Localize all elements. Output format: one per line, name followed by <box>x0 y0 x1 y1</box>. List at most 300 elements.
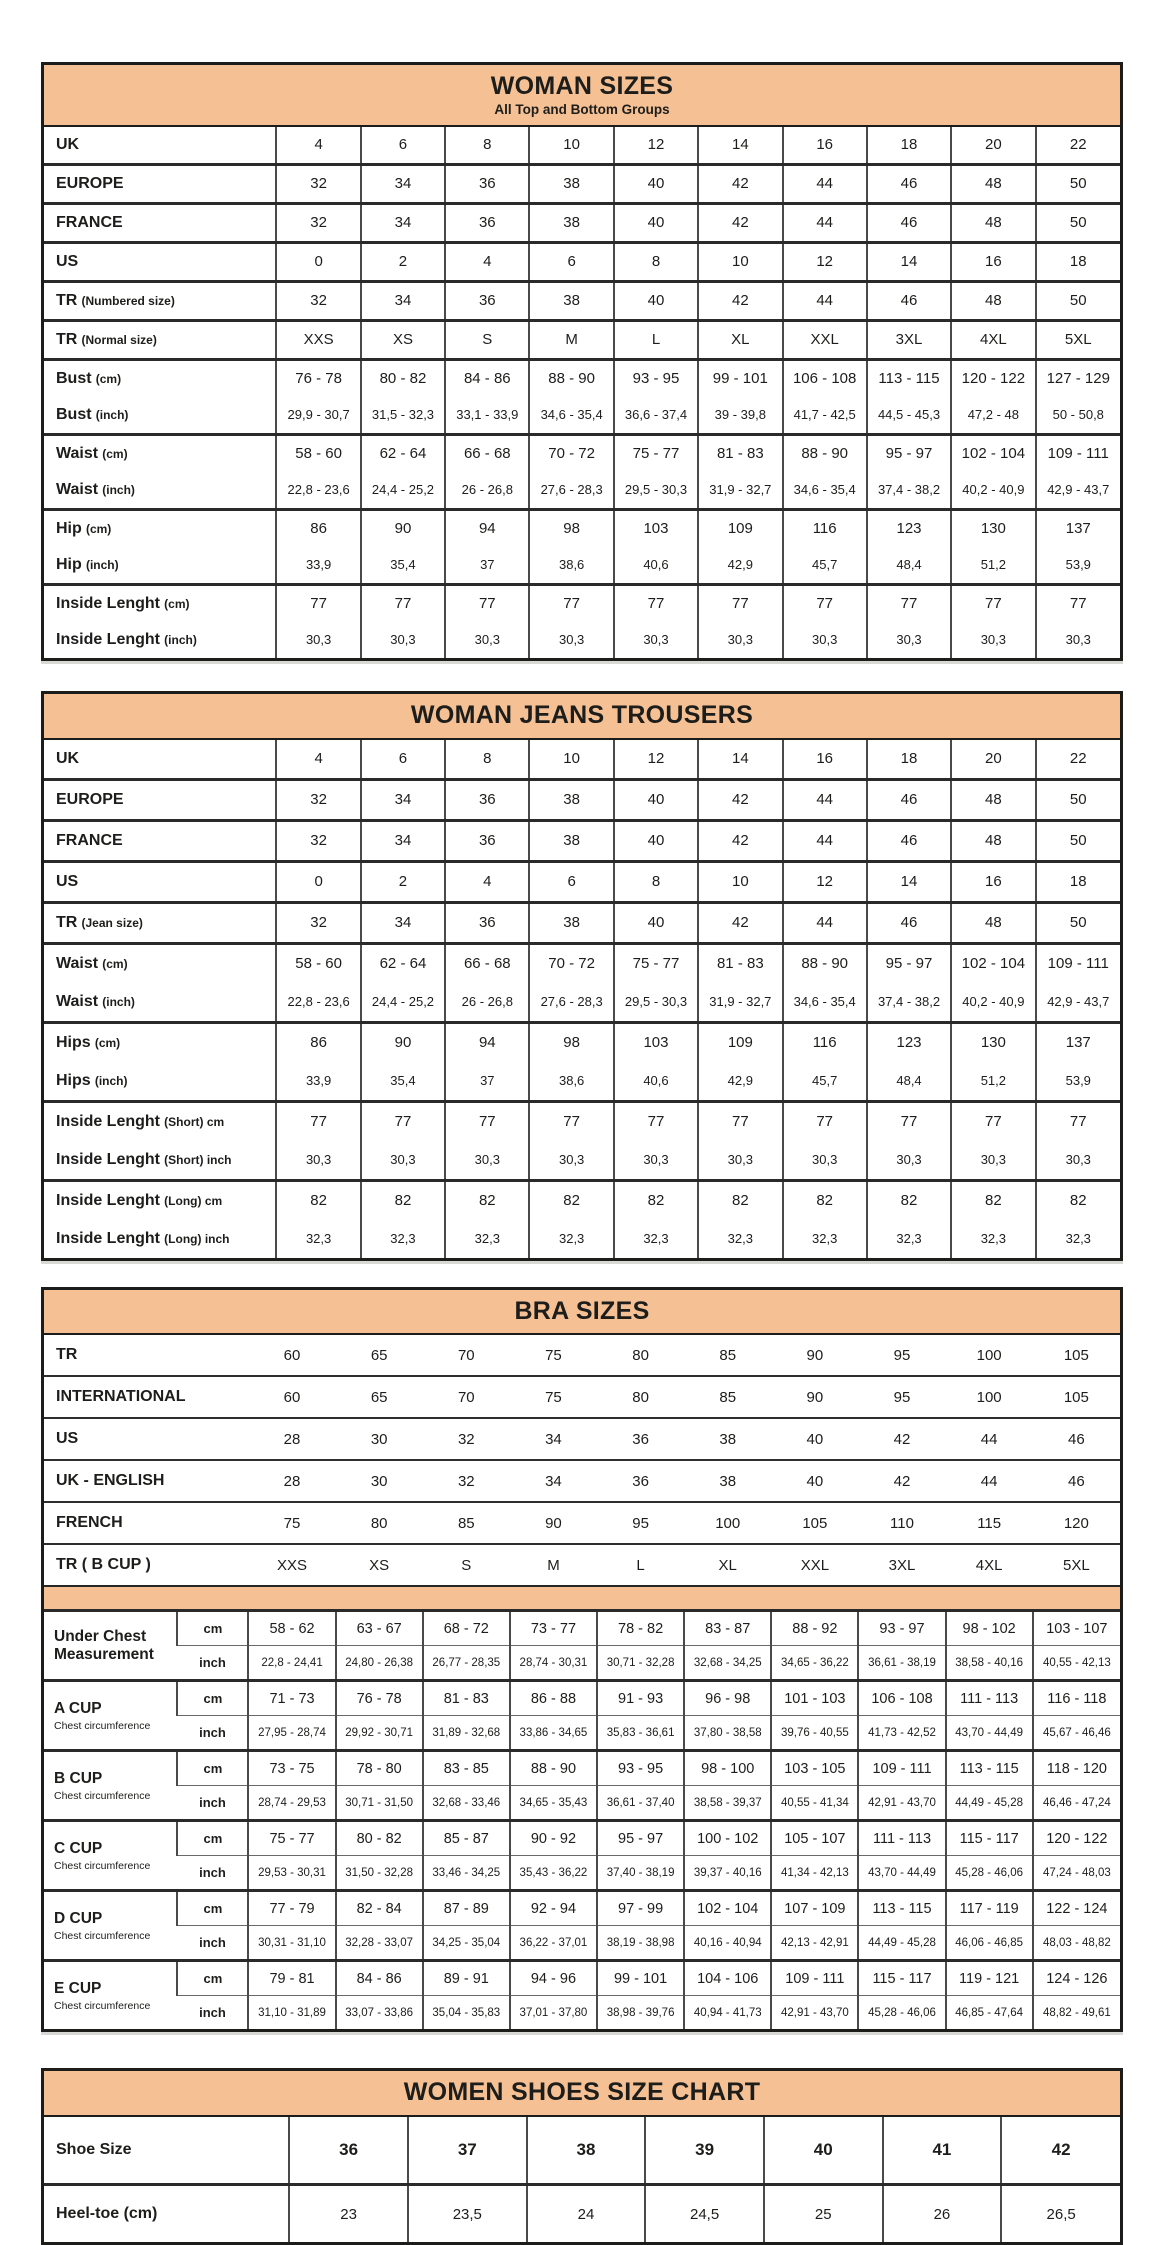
row-label <box>44 1141 276 1181</box>
separator-band <box>44 1586 1120 1611</box>
size-cell: 26 - 26,8 <box>445 472 529 510</box>
size-cell: 70 <box>457 1346 475 1364</box>
size-cell: 130 <box>951 1022 1035 1062</box>
size-cell: 24,80 - 26,38 <box>336 1646 423 1681</box>
size-cell: 42,9 - 43,7 <box>1036 983 1120 1023</box>
size-cell: 76 - 78 <box>276 359 360 397</box>
size-cell: 30,3 <box>445 622 529 658</box>
size-cell: 5XL <box>1036 320 1120 359</box>
unit-label: inch <box>177 1646 248 1681</box>
size-cell: XL <box>698 320 782 359</box>
size-cell: 46,85 - 47,64 <box>946 1996 1033 2030</box>
table-row <box>44 1376 1120 1418</box>
size-cell: 23,5 <box>408 2185 527 2243</box>
size-cell: 4XL <box>946 1544 1033 1586</box>
row-label <box>44 983 276 1023</box>
size-cell: 8 <box>445 127 529 165</box>
row-label-text: FRANCE <box>56 213 123 231</box>
size-cell: 36 <box>445 820 529 861</box>
size-cell: 39 - 39,8 <box>698 397 782 435</box>
size-cell: 77 <box>361 584 445 622</box>
size-cell: 32,28 - 33,07 <box>336 1926 423 1961</box>
size-cell: 29,53 - 30,31 <box>248 1856 335 1891</box>
size-cell: 75 <box>545 1346 562 1364</box>
table-row <box>44 1926 1120 1961</box>
size-cell: 109 - 111 <box>771 1961 858 1996</box>
size-cell: 76 - 78 <box>336 1681 423 1716</box>
row-label <box>44 1460 248 1502</box>
size-cell: 40,94 - 41,73 <box>684 1996 771 2030</box>
size-cell: 32,3 <box>529 1220 613 1258</box>
size-cell: 32,3 <box>951 1220 1035 1258</box>
size-cell: 26 <box>883 2185 1002 2243</box>
size-cell: 79 - 81 <box>248 1961 335 1996</box>
size-cell: 16 <box>951 242 1035 281</box>
size-cell: 105 <box>1063 1346 1089 1364</box>
size-cell: 46,46 - 47,24 <box>1033 1786 1120 1821</box>
size-cell: 100 <box>684 1502 771 1544</box>
size-cell: 98 <box>529 1022 613 1062</box>
size-cell: 12 <box>614 127 698 165</box>
size-cell: 35,83 - 36,61 <box>597 1716 684 1751</box>
size-cell: 46,06 - 46,85 <box>946 1926 1033 1961</box>
size-cell: 90 <box>510 1502 597 1544</box>
size-cell: 32 <box>276 820 360 861</box>
size-cell: 22 <box>1036 127 1120 165</box>
size-cell: 42 <box>858 1418 945 1460</box>
size-cell: 40,16 - 40,94 <box>684 1926 771 1961</box>
row-label-text: US <box>56 872 79 890</box>
size-cell: 99 - 101 <box>597 1961 684 1996</box>
size-cell: 33,9 <box>276 547 360 585</box>
size-cell: 34 <box>361 902 445 943</box>
size-cell: 95 - 97 <box>867 434 951 472</box>
size-cell: 44 <box>783 203 867 242</box>
size-cell: 40,6 <box>614 547 698 585</box>
size-cell: 120 - 122 <box>951 359 1035 397</box>
row-label-sub: (Numbered size) <box>81 293 175 308</box>
size-cell: 98 <box>529 509 613 547</box>
size-cell: 47,24 - 48,03 <box>1033 1856 1120 1891</box>
size-cell: 42,9 <box>698 1062 782 1102</box>
size-cell: 30,31 - 31,10 <box>248 1926 335 1961</box>
row-label-text: US <box>56 1430 79 1448</box>
cup-name: E CUP <box>54 1979 102 1997</box>
size-cell: 116 <box>783 509 867 547</box>
size-cell: 115 - 117 <box>858 1961 945 1996</box>
size-cell: 80 <box>597 1376 684 1418</box>
size-cell: 40,2 - 40,9 <box>951 983 1035 1023</box>
table-row <box>44 1335 1120 1376</box>
row-label-text: Inside Lenght <box>56 1229 160 1247</box>
size-cell: 45,7 <box>783 547 867 585</box>
row-label-text: Bust <box>56 369 92 387</box>
table-row <box>44 2117 1120 2185</box>
size-cell: 30 <box>336 1418 423 1460</box>
size-cell: 20 <box>951 127 1035 165</box>
size-cell: 78 - 80 <box>336 1751 423 1786</box>
table-row <box>44 397 1120 435</box>
table-row <box>44 740 1120 780</box>
size-charts-page <box>0 62 1164 2223</box>
size-cell: 77 <box>1036 584 1120 622</box>
size-cell: 37 <box>445 547 529 585</box>
row-label <box>44 397 276 435</box>
woman-sizes-header <box>44 65 1120 127</box>
size-cell: 26,77 - 28,35 <box>423 1646 510 1681</box>
size-cell: 43,70 - 44,49 <box>858 1856 945 1891</box>
size-cell: 32,3 <box>445 1220 529 1258</box>
size-cell: 24 <box>527 2185 646 2243</box>
table-row <box>44 1856 1120 1891</box>
unit-label: inch <box>177 1996 248 2030</box>
cup-name: Under Chest <box>54 1627 147 1645</box>
cup-name: D CUP <box>54 1909 103 1927</box>
cup-name-line2: Measurement <box>54 1645 154 1663</box>
bra-sizes-grid <box>44 1335 1120 2029</box>
size-cell: 103 <box>614 509 698 547</box>
size-cell: M <box>529 320 613 359</box>
size-cell: 85 - 87 <box>423 1821 510 1856</box>
size-cell: 82 <box>529 1180 613 1220</box>
size-cell: 6 <box>361 127 445 165</box>
size-cell: 6 <box>361 740 445 780</box>
size-cell: 104 - 106 <box>684 1961 771 1996</box>
size-cell: 51,2 <box>951 547 1035 585</box>
size-cell: 36,6 - 37,4 <box>614 397 698 435</box>
size-cell: XXL <box>783 320 867 359</box>
table-row <box>44 943 1120 983</box>
size-cell: S <box>445 320 529 359</box>
size-cell: 10 <box>529 740 613 780</box>
size-cell: 95 <box>858 1376 945 1418</box>
size-cell: 36 <box>597 1418 684 1460</box>
size-cell: 36 <box>597 1460 684 1502</box>
size-cell: 38 <box>527 2117 646 2185</box>
table-row <box>44 1716 1120 1751</box>
size-cell: 60 <box>248 1376 335 1418</box>
row-label <box>44 1376 248 1418</box>
table-row <box>44 1821 1120 1856</box>
size-cell: 40,2 - 40,9 <box>951 472 1035 510</box>
size-cell: 82 <box>1036 1180 1120 1220</box>
size-cell: 34,65 - 35,43 <box>510 1786 597 1821</box>
cup-name: C CUP <box>54 1839 103 1857</box>
size-cell: 70 - 72 <box>529 434 613 472</box>
size-cell: 16 <box>951 861 1035 902</box>
size-cell: 77 <box>783 1101 867 1141</box>
row-label <box>44 1062 276 1102</box>
size-cell: 38 <box>684 1460 771 1502</box>
size-cell: 113 - 115 <box>858 1891 945 1926</box>
size-cell: 30,3 <box>614 622 698 658</box>
size-cell: 4 <box>276 740 360 780</box>
size-cell: 116 <box>783 1022 867 1062</box>
size-cell: 34 <box>361 779 445 820</box>
table-row <box>44 1460 1120 1502</box>
size-cell: 115 - 117 <box>946 1821 1033 1856</box>
size-cell: 36 <box>289 2117 408 2185</box>
size-cell: 90 <box>771 1376 858 1418</box>
size-cell: 44,49 - 45,28 <box>858 1926 945 1961</box>
size-cell: 90 - 92 <box>510 1821 597 1856</box>
cup-label <box>44 1821 177 1891</box>
size-cell: 4XL <box>951 320 1035 359</box>
size-cell: 40 <box>614 281 698 320</box>
size-cell: 30,3 <box>1036 622 1120 658</box>
size-cell: 82 <box>698 1180 782 1220</box>
size-cell: 62 - 64 <box>361 434 445 472</box>
row-label <box>44 779 276 820</box>
row-label-text: UK - ENGLISH <box>56 1472 165 1490</box>
size-cell: 32,3 <box>361 1220 445 1258</box>
size-cell: 38,6 <box>529 547 613 585</box>
size-cell: 77 <box>614 1101 698 1141</box>
size-cell: 43,70 - 44,49 <box>946 1716 1033 1751</box>
size-cell: 12 <box>614 740 698 780</box>
table-row <box>44 1418 1120 1460</box>
size-cell: 92 - 94 <box>510 1891 597 1926</box>
bra-sizes-table <box>41 1287 1123 2033</box>
size-cell: 3XL <box>867 320 951 359</box>
size-cell: 16 <box>783 127 867 165</box>
size-cell: 83 - 85 <box>423 1751 510 1786</box>
size-cell: 44 <box>946 1418 1033 1460</box>
size-cell: 44 <box>783 902 867 943</box>
size-cell: 34,6 - 35,4 <box>783 472 867 510</box>
size-cell: 32 <box>276 203 360 242</box>
size-cell: 44,49 - 45,28 <box>946 1786 1033 1821</box>
size-cell: L <box>597 1544 684 1586</box>
table-row <box>44 281 1120 320</box>
size-cell: 82 <box>445 1180 529 1220</box>
row-label-text: TR <box>56 291 78 309</box>
size-cell: 18 <box>1036 242 1120 281</box>
size-cell: 22,8 - 24,41 <box>248 1646 335 1681</box>
size-cell: 107 - 109 <box>771 1891 858 1926</box>
size-cell: 90 <box>361 1022 445 1062</box>
size-cell: 46 <box>867 281 951 320</box>
size-cell: 38 <box>529 779 613 820</box>
size-cell: 77 <box>445 1101 529 1141</box>
size-cell: 73 - 77 <box>510 1611 597 1646</box>
size-cell: 93 - 95 <box>597 1751 684 1786</box>
size-cell: 40 <box>614 203 698 242</box>
size-cell: 81 - 83 <box>423 1681 510 1716</box>
size-cell: 39,37 - 40,16 <box>684 1856 771 1891</box>
row-label-sub: (inch) <box>102 994 135 1009</box>
size-cell: 34 <box>361 203 445 242</box>
size-cell: 33,07 - 33,86 <box>336 1996 423 2030</box>
size-cell: 44 <box>946 1460 1033 1502</box>
size-cell: 30,3 <box>614 1141 698 1181</box>
row-label <box>44 509 276 547</box>
cup-label <box>44 1961 177 2030</box>
size-cell: 28,74 - 29,53 <box>248 1786 335 1821</box>
size-cell: 85 <box>719 1346 737 1364</box>
size-cell: 31,5 - 32,3 <box>361 397 445 435</box>
size-cell: XS <box>336 1544 423 1586</box>
table-row <box>44 434 1120 472</box>
table-row <box>44 820 1120 861</box>
size-cell: 50 <box>1036 281 1120 320</box>
size-cell: 30,3 <box>529 622 613 658</box>
size-cell: 88 - 90 <box>783 434 867 472</box>
size-cell: 94 <box>445 509 529 547</box>
size-cell: XL <box>684 1544 771 1586</box>
table-row <box>44 203 1120 242</box>
size-cell: 27,6 - 28,3 <box>529 472 613 510</box>
size-cell: 80 <box>632 1346 649 1364</box>
size-cell: 30,3 <box>276 622 360 658</box>
size-cell: 63 - 67 <box>336 1611 423 1646</box>
table-row <box>44 164 1120 203</box>
table-row <box>44 983 1120 1023</box>
size-cell: 38 <box>529 820 613 861</box>
size-cell: 27,95 - 28,74 <box>248 1716 335 1751</box>
size-cell: 38 <box>684 1418 771 1460</box>
cup-sublabel: Chest circumference <box>54 1789 151 1802</box>
size-cell: 48,03 - 48,82 <box>1033 1926 1120 1961</box>
row-label-sub: (inch) <box>102 482 135 497</box>
size-cell: 30,3 <box>951 622 1035 658</box>
row-label-text: Waist <box>56 954 99 972</box>
table-row <box>44 472 1120 510</box>
size-cell: 85 <box>423 1502 510 1544</box>
size-cell: 83 - 87 <box>684 1611 771 1646</box>
size-cell: 34 <box>361 820 445 861</box>
size-cell: 46 <box>1033 1460 1120 1502</box>
row-label-text: TR <box>56 913 78 931</box>
size-cell: 41,7 - 42,5 <box>783 397 867 435</box>
size-cell: 70 - 72 <box>529 943 613 983</box>
table-row <box>44 861 1120 902</box>
size-cell: 30,3 <box>698 622 782 658</box>
size-cell: 77 <box>361 1101 445 1141</box>
size-cell: 77 <box>529 584 613 622</box>
size-cell: 32 <box>276 281 360 320</box>
size-cell: 80 <box>336 1502 423 1544</box>
size-cell: 118 - 120 <box>1033 1751 1120 1786</box>
size-cell: 89 - 91 <box>423 1961 510 1996</box>
size-cell: 34 <box>361 281 445 320</box>
size-cell: 60 <box>283 1346 301 1364</box>
size-cell: 46 <box>867 779 951 820</box>
row-label <box>44 359 276 397</box>
size-cell: 28,74 - 30,31 <box>510 1646 597 1681</box>
size-cell: 87 - 89 <box>423 1891 510 1926</box>
row-label-text: EUROPE <box>56 790 124 808</box>
size-cell: 88 - 90 <box>510 1751 597 1786</box>
size-cell: 48 <box>951 779 1035 820</box>
size-cell: 31,9 - 32,7 <box>698 983 782 1023</box>
row-label-sub: (Short) cm <box>164 1114 225 1129</box>
size-cell: 32 <box>276 902 360 943</box>
size-cell: 50 - 50,8 <box>1036 397 1120 435</box>
size-cell: 105 <box>771 1502 858 1544</box>
size-cell: 30,3 <box>783 1141 867 1181</box>
size-cell: 38,58 - 39,37 <box>684 1786 771 1821</box>
size-cell: 48 <box>951 820 1035 861</box>
size-cell: 58 - 60 <box>276 943 360 983</box>
size-cell: 102 - 104 <box>951 943 1035 983</box>
size-cell: 33,86 - 34,65 <box>510 1716 597 1751</box>
size-cell: 65 <box>370 1346 388 1364</box>
size-cell: L <box>614 320 698 359</box>
size-cell: 42 <box>698 164 782 203</box>
size-cell: 30 <box>336 1460 423 1502</box>
size-cell: 77 <box>698 584 782 622</box>
size-cell: 37,4 - 38,2 <box>867 472 951 510</box>
size-cell: 0 <box>276 242 360 281</box>
size-cell: 32 <box>276 779 360 820</box>
size-cell: 46 <box>867 164 951 203</box>
size-cell: 36,22 - 37,01 <box>510 1926 597 1961</box>
row-label <box>44 242 276 281</box>
row-label-sub: (cm) <box>164 596 190 611</box>
size-cell: 24,4 - 25,2 <box>361 472 445 510</box>
size-cell: 33,9 <box>276 1062 360 1102</box>
size-cell: 4 <box>276 127 360 165</box>
size-cell: 50 <box>1036 164 1120 203</box>
size-cell: 12 <box>783 861 867 902</box>
size-cell: 111 - 113 <box>946 1681 1033 1716</box>
size-cell: 23 <box>289 2185 408 2243</box>
row-label <box>44 861 276 902</box>
size-cell: 62 - 64 <box>361 943 445 983</box>
size-cell: 95 <box>893 1346 911 1364</box>
size-cell: 34,6 - 35,4 <box>783 983 867 1023</box>
size-cell: 10 <box>529 127 613 165</box>
table-row <box>44 1611 1120 1646</box>
size-cell: 36 <box>445 779 529 820</box>
size-cell: 32,3 <box>698 1220 782 1258</box>
row-label-text: INTERNATIONAL <box>56 1388 186 1406</box>
size-cell: 31,9 - 32,7 <box>698 472 782 510</box>
size-cell: 50 <box>1036 203 1120 242</box>
row-label-text: Bust <box>56 405 92 423</box>
table-row <box>44 1022 1120 1062</box>
row-label-sub: (cm) <box>95 371 122 386</box>
size-cell: 14 <box>698 740 782 780</box>
size-cell: 77 <box>276 584 360 622</box>
size-cell: 36,61 - 38,19 <box>858 1646 945 1681</box>
size-cell: 8 <box>614 861 698 902</box>
size-cell: 75 - 77 <box>614 434 698 472</box>
size-cell: 6 <box>529 861 613 902</box>
table-row <box>44 1751 1120 1786</box>
size-cell: 29,92 - 30,71 <box>336 1716 423 1751</box>
row-label-sub: (Normal size) <box>81 332 157 347</box>
size-cell: 102 - 104 <box>951 434 1035 472</box>
size-cell: 26 - 26,8 <box>445 983 529 1023</box>
size-cell: 42,91 - 43,70 <box>858 1786 945 1821</box>
size-cell: 80 - 82 <box>361 359 445 397</box>
size-cell: 44 <box>783 164 867 203</box>
size-cell: 47,2 - 48 <box>951 397 1035 435</box>
row-label-text: Waist <box>56 480 99 498</box>
size-cell: 5XL <box>1033 1544 1120 1586</box>
size-cell: 51,2 <box>951 1062 1035 1102</box>
table-row <box>44 547 1120 585</box>
size-cell: 94 - 96 <box>510 1961 597 1996</box>
size-cell: 86 <box>276 1022 360 1062</box>
size-cell: 34,65 - 36,22 <box>771 1646 858 1681</box>
size-cell: 40,55 - 42,13 <box>1033 1646 1120 1681</box>
size-cell: 32,3 <box>867 1220 951 1258</box>
row-label-text: Hips <box>56 1071 91 1089</box>
size-cell: 37,4 - 38,2 <box>867 983 951 1023</box>
